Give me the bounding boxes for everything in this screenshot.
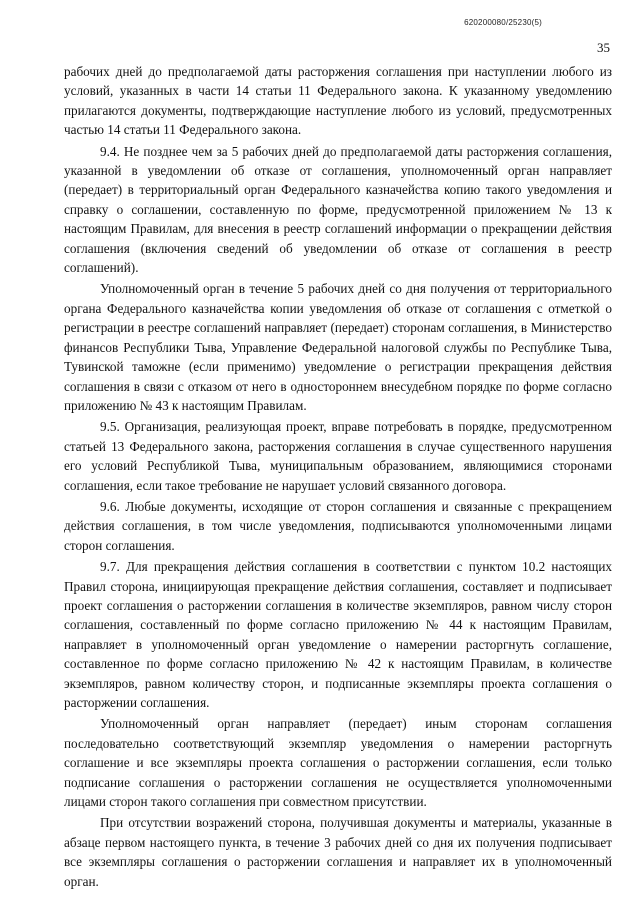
paragraph: 9.5. Организация, реализующая проект, вправе потребовать в порядке, предусмотренном статьей 13 Федерального закона, расторжения соглашения в случае существенного нарушения его условий Республикой Тыва, муниципальным образованием, являющимися сторонами соглашения, если такое требование не нарушает условий связанного договора.	[64, 419, 612, 493]
document-body	[64, 62, 612, 893]
paragraph: Уполномоченный орган направляет (передает) иным сторонам соглашения последовательно соответствующий экземпляр уведомления о намерении расторгнуть соглашение и все экземпляры проекта соглашения о расторжении соглашения, если только подписание соглашения о расторжении соглашения не осуществляется уполномоченными лицами сторон такого соглашения при совместном присутствии.	[64, 716, 612, 810]
document-code: 620200080/25230(5)	[464, 18, 542, 27]
paragraph: 9.4. Не позднее чем за 5 рабочих дней до предполагаемой даты расторжения соглашения, указанной в уведомлении об отказе от соглашения, уполномоченный орган направляет (передает) в территориальный орган Федерального казначейства копию такого уведомления и справку о соглашении, составленную по форме, предусмотренной приложением № 13 к настоящим Правилам, для внесения в реестр соглашений информации о прекращении действия соглашения (включения сведений об уведомлении об отказе от соглашения в реестр соглашений).	[64, 143, 612, 276]
paragraph: Уполномоченный орган в течение 5 рабочих дней со дня получения от территориального органа Федерального казначейства копии уведомления об отказе от соглашения с отметкой о регистрации в реестре соглашений направляет (передает) сторонам соглашения, в Министерство финансов Республики Тыва, Управление Федеральной налоговой службы по Республике Тыва, Тувинской таможне (если применимо) уведомление о регистрации прекращения действия соглашения в связи с отказом от него в одностороннем внесудебном порядке по форме согласно приложению № 43 к настоящим Правилам.	[64, 281, 612, 413]
page-number: 35	[597, 40, 610, 55]
paragraph: 9.7. Для прекращения действия соглашения в соответствии с пунктом 10.2 настоящих Правил сторона, инициирующая прекращение действия соглашения, составляет и подписывает проект соглашения о расторжении соглашения в количестве экземпляров, равном числу сторон соглашения, составленный по форме согласно приложению № 44 к настоящим Правилам, направляет в уполномоченный орган уведомление о намерении расторгнуть соглашение, составленное по форме согласно приложению № 42 к настоящим Правилам, в количестве экземпляров, равном количеству сторон, и подписанные экземпляры проекта соглашения о расторжении соглашения.	[64, 559, 612, 710]
paragraph: рабочих дней до предполагаемой даты расторжения соглашения при наступлении любого из условий, указанных в части 14 статьи 11 Федерального закона. К указанному уведомлению прилагаются документы, подтверждающие наступление любого из условий, предусмотренных частью 14 статьи 11 Федерального закона.	[64, 64, 612, 138]
paragraph: 9.6. Любые документы, исходящие от сторон соглашения и связанные с прекращением действия соглашения, в том числе уведомления, подписываются уполномоченными лицами сторон соглашения.	[64, 498, 612, 553]
paragraph: При отсутствии возражений сторона, получившая документы и материалы, указанные в абзаце первом настоящего пункта, в течение 3 рабочих дней со дня их получения подписывает все экземпляры соглашения о расторжении соглашения и направляет их в уполномоченный орган.	[64, 815, 612, 889]
